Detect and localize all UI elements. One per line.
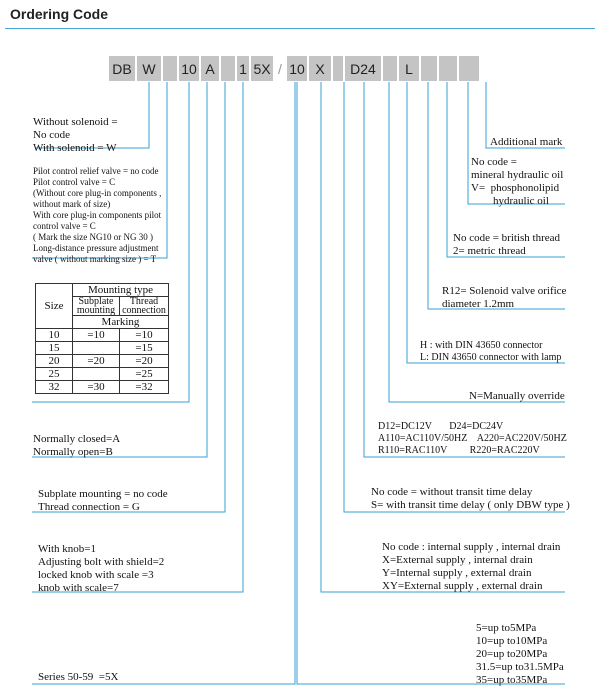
oil-options: No code = mineral hydraulic oil V= phosphonolipid hydraulic oil bbox=[471, 156, 564, 207]
code-seg-10: X bbox=[309, 56, 331, 81]
table-cell-subplate: =10 bbox=[73, 329, 120, 342]
connection-options: Subplate mounting = no code Thread connection = G bbox=[38, 488, 168, 513]
table-cell-thread: =10 bbox=[120, 329, 169, 342]
series-option: Series 50-59 =5X bbox=[38, 671, 119, 683]
solenoid-options: Without solenoid = No code With solenoid = W bbox=[33, 116, 118, 154]
table-cell-subplate bbox=[73, 368, 120, 381]
additional-mark-label: Additional mark bbox=[490, 136, 563, 148]
code-seg-4: A bbox=[201, 56, 219, 81]
orifice-options: R12= Solenoid valve orifice diameter 1.2mm bbox=[442, 285, 567, 310]
code-seg-slash: / bbox=[275, 56, 285, 81]
table-cell-thread: =25 bbox=[120, 368, 169, 381]
table-cell-subplate: =30 bbox=[73, 381, 120, 394]
table-header-mounting: Mounting type bbox=[73, 284, 169, 297]
table-cell-size: 32 bbox=[36, 381, 73, 394]
code-seg-12: D24 bbox=[345, 56, 381, 81]
mounting-type-table bbox=[35, 283, 169, 394]
thread-type-options: No code = british thread 2= metric thread bbox=[453, 232, 561, 257]
pilot-options: Pilot control relief valve = no code Pilot control valve = C (Without core plug-in components , without mark of size) With core plug-in components pilot control valve = C ( Mark the size NG10 or NG 30 ) Long-distance pressure adjustment valve ( without marking size ) = T bbox=[33, 166, 162, 264]
code-seg-6: 1 bbox=[237, 56, 249, 81]
transit-delay-options: No code = without transit time delay S= with transit time delay ( only DBW type ) bbox=[371, 486, 570, 511]
table-header-marking: Marking bbox=[73, 316, 169, 329]
override-option: N=Manually override bbox=[469, 390, 565, 402]
page-title: Ordering Code bbox=[10, 6, 109, 22]
pressure-options: 5=up to5MPa 10=up to10MPa 20=up to20MPa 31.5=up to31.5MPa 35=up to35MPa bbox=[476, 622, 564, 686]
code-seg-9: 10 bbox=[287, 56, 307, 81]
table-header-size: Size bbox=[36, 284, 73, 329]
code-seg-3: 10 bbox=[179, 56, 199, 81]
voltage-options: D12=DC12V D24=DC24V A110=AC110V/50HZ A220=AC220V/50HZ R110=RAC110V R220=RAC220V bbox=[378, 421, 567, 456]
code-seg-14: L bbox=[399, 56, 419, 81]
code-seg-7: 5X bbox=[251, 56, 273, 81]
table-cell-thread: =32 bbox=[120, 381, 169, 394]
code-seg-1: W bbox=[137, 56, 161, 81]
table-cell-thread: =15 bbox=[120, 342, 169, 355]
connector-options: H : with DIN 43650 connector L: DIN 43650 connector with lamp bbox=[420, 340, 562, 363]
table-cell-subplate: =20 bbox=[73, 355, 120, 368]
table-cell-thread: =20 bbox=[120, 355, 169, 368]
table-header-thread: Thread connection bbox=[120, 297, 169, 316]
knob-options: With knob=1 Adjusting bolt with shield=2 locked knob with scale =3 knob with scale=7 bbox=[38, 543, 165, 594]
table-cell-size: 15 bbox=[36, 342, 73, 355]
table-cell-size: 25 bbox=[36, 368, 73, 381]
table-cell-size: 10 bbox=[36, 329, 73, 342]
table-cell-size: 20 bbox=[36, 355, 73, 368]
table-cell-subplate bbox=[73, 342, 120, 355]
code-seg-0: DB bbox=[109, 56, 135, 81]
normally-state-options: Normally closed=A Normally open=B bbox=[33, 433, 121, 458]
drain-supply-options: No code : internal supply , internal drain X=External supply , internal drain Y=Internal supply , external drain XY=External supply , external drain bbox=[382, 541, 561, 592]
table-header-subplate: Subplate mounting bbox=[73, 297, 120, 316]
